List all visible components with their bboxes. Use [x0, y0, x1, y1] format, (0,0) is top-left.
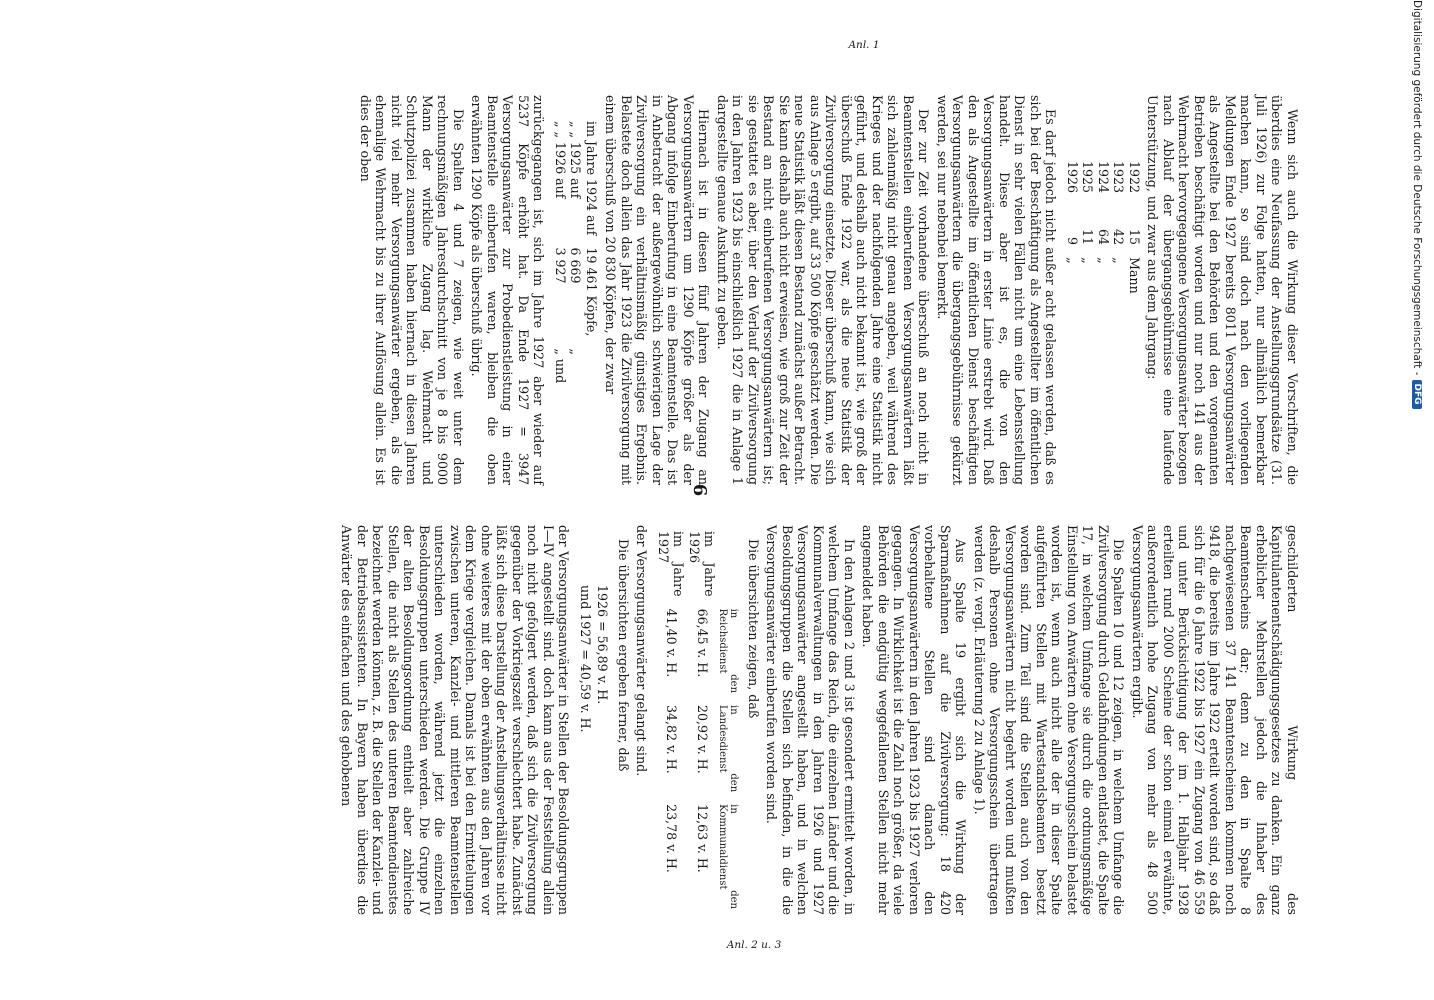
right-column: [336, 525, 1300, 915]
formula-block: [578, 585, 612, 915]
table-header: [718, 525, 740, 603]
paragraph: Die Spalten 10 und 12 zeigen, in welchem Umfange die Zivilversorgung durch Geldabfindungen entlastet, die Spalte 17, in welchem Umfange sie durch die ordnungsmäßige Einstellung von Anwärtern ohne Versorgungsschein belastet worden ist, wenn auch nicht alle der in dieser Spalte aufgeführten Stellen mit Wartestandsbeamten besetzt worden sind. Zum Teil sind die Stellen auch von den Versorgungsanwärtern nicht begehrt worden und mußten deshalb Personen ohne Versorgungsschein übertragen werden (z. vergl. Erläuterung 2 zu Anlage 1).: [972, 525, 1127, 915]
table-row: [656, 525, 687, 915]
year-row: [1127, 155, 1143, 300]
year-cell: 1922: [1127, 161, 1142, 194]
count-cell: 11: [1080, 229, 1096, 246]
table-header-row: [718, 525, 740, 915]
unit-cell: „: [1065, 257, 1080, 264]
unit-cell: „: [1096, 257, 1111, 264]
left-column: [355, 95, 1301, 485]
list-prefix: „ „ 1925 auf: [568, 121, 584, 199]
paragraph: In den Anlagen 2 und 3 ist gesondert ermittelt worden, in welchem Umfange das Reich, die einzelnen Länder und die Kommunalverwaltungen in den Jahren 1926 und 1927 Versorgungsanwärter angestellt haben, und in welchen Besoldungsgruppen die Stellen sich befinden, in die die Versorgungsanwärter einberufen worden sind.: [764, 525, 857, 915]
kommune-cell: 12,63 v. H.: [694, 804, 710, 873]
formula-line: und 1927 = 40,59 v. H.: [578, 585, 594, 733]
paragraph: Es darf jedoch nicht außer acht gelassen werden, daß es sich bei der Beschäftigung als Angestellter im öffentlichen Dienst in sehr vielen Fällen nicht um eine Lebensstellung handelt. Diese aber ist es, die von den Versorgungsanwärtern in erster Linie erstrebt wird. Daß den als Angestellte im öffentlichen Dienst beschäftigten Versorgungsanwärtern die übergangsgebührnisse gekürzt werden, sei nur nebenbei bemerkt.: [935, 95, 1059, 485]
list-prefix: „ „ 1926 auf: [553, 121, 568, 199]
table-header: in den Reichsdienst: [717, 608, 740, 694]
year-cell: 1926: [1065, 161, 1080, 194]
paragraph: zurückgegangen ist, sich im Jahre 1927 aber wieder auf 5237 Köpfe erhöht hat. Da Ende 1927 = 3947 Versorgungsanwärter zur Probedienstleistung in einer Beamtenstelle einberufen waren, bleiben die oben erwähnten 1290 Köpfe als überschuß übrig.: [469, 95, 547, 485]
paragraph: Die übersichten ergeben ferner, daß: [616, 539, 631, 772]
reich-cell: 41,40 v. H.: [663, 608, 679, 678]
paragraph: Aus Spalte 19 ergibt sich die Wirkung der Sparmaßnahmen auf die Zivilversorgung: 18 420 vorbehaltene Stellen sind danach den Versorgungsanwärtern in den Jahren 1923 bis 1927 verloren gegangen. In Wirklichkeit ist die Zahl noch größer, da viele Behörden die endgültig weggefallenen Stellen nicht mehr angemeldet haben.: [860, 525, 969, 915]
page-number: 6: [689, 483, 710, 497]
count-cell: 64: [1096, 229, 1111, 246]
reich-cell: 66,45 v. H.: [694, 608, 710, 678]
paragraph: der Versorgungsanwärter gelangt sind.: [634, 525, 650, 777]
credit-text: Digitalisierung gefördert durch die Deutsche Forschungsgemeinschaft -: [1411, 0, 1423, 376]
table-header: in den Landesdienst: [717, 705, 740, 793]
table-row: [687, 525, 718, 915]
decline-list: [553, 115, 600, 389]
list-item: [553, 115, 569, 389]
table-header: in den Kommunaldienst: [717, 804, 740, 909]
count-cell: 42: [1111, 229, 1127, 246]
list-suffix: [584, 342, 600, 389]
list-item: [568, 115, 584, 389]
count-cell: 9: [1065, 237, 1080, 246]
year-table: [1065, 155, 1143, 300]
land-cell: 34,82 v. H.: [663, 705, 679, 774]
paragraph: Wenn sich auch die Wirkung dieser Vorschriften, die überdies eine Neufassung der Anstellungsgrundsätze (31. Juli 1926) zur Folge hatten, nur allmählich bemerkbar machen kann, so sind doch nach den vorliegenden Meldungen Ende 1927 bereits 8011 Versorgungsanwärter als Angestellte bei den Behörden und den vorgenannten Betrieben beschäftigt worden und nur noch 141 aus der Wehrmacht hervorgegangene Versorgungsanwärter bezogen nach Ablauf der übergangsgebührnisse eine laufende Unterstützung, und zwar aus dem Jahrgang:: [1145, 95, 1300, 485]
row-label: im Jahre 1927: [656, 531, 687, 597]
year-cell: 1923: [1111, 161, 1127, 194]
credit-strip: [1400, 0, 1434, 1000]
margin-note-right: Anl. 2 u. 3: [726, 939, 782, 951]
list-item: [584, 115, 600, 389]
list-suffix: „ und: [553, 348, 568, 384]
formula-line: 1926 = 56,89 v. H.: [595, 585, 611, 705]
paragraph: der Versorgungsanwärter in Stellen der Besoldungsgruppen I—IV angestellt sind. doch kann aus der Feststellung allein noch nicht gefolgert werden, daß sich die Zivilversorgung gegenüber der Vorkriegszeit verschlechtert habe. Zunächst läßt sich diese Darstellung der Anstellungsverhältnisse nicht ohne weiteres mit der oben erwähnten aus den Jahren vor dem Kriege vergleichen. Damals ist bei den Ermittelungen zwischen unteren, Kanzlei- und mittleren Beamtenstellen unterschieden worden, während jetzt die einzelnen Besoldungsgruppen unterschieden werden. Die Gruppe IV der alten Besoldungsordnung enthielt aber zahlreiche Stellen, die nicht als Stellen des unteren Beamtendienstes bezeichnet werden können, z. B. die Stellen der Kanzlei- und der Betriebsassistenten. In Bayern haben überdies die Anwärter des einfachen und des gehobenen: [339, 525, 572, 915]
year-row: [1065, 155, 1081, 300]
year-cell: 1925: [1080, 161, 1096, 194]
unit-cell: „: [1080, 257, 1096, 264]
dfg-logo: DFG: [1412, 380, 1422, 409]
count-cell: 15: [1127, 229, 1142, 246]
paragraph: geschilderten Wirkung des Kapitulantenentschädigungsgesetzes zu danken. Ein ganz erheblicher Mehrstellen jedoch die Inhaber des Beamtenscheins dar; denn zu den in Spalte 8 nachgewiesenen 37 141 Beamtenscheinen kommen noch 9418, die bereits im Jahre 1922 erteilt worden sind, so daß sich für die 6 Jahre 1922 bis 1927 ein Zugang von 46 559 und unter Berücksichtigung der im 1. Halbjahr 1928 erteilten rund 2000 Scheine der schon einmal erwähnte, außerordentlich hohe Zugang von mehr als 48 500 Versorgungsanwärtern ergibt.: [1130, 525, 1300, 915]
year-row: [1111, 155, 1127, 300]
paragraph: Hiernach ist in diesen fünf Jahren der Zugang an Versorgungsanwärtern um 1290 Köpfe größer als der Abgang infolge Einberufung in eine Beamtenstelle. Das ist in Anbetracht der außergewöhnlich schwierigen Lage der Zivilversorgung ein verhältnismäßig günstiges Ergebnis. Belastete doch allein das Jahr 1923 die Zivilversorgung mit einem überschuß von 20 830 Köpfen, der zwar: [603, 95, 712, 485]
year-row: [1080, 155, 1096, 300]
year-cell: 1924: [1096, 161, 1111, 194]
list-value: 6 669: [568, 247, 584, 284]
list-value: 3 927: [553, 247, 568, 284]
credit-line: [1406, 0, 1428, 1000]
paragraph: Der zur Zeit vorhandene überschuß an noch nicht in Beamtenstellen einberufenen Versorgungsanwärtern läßt sich zahlenmäßig nicht genau angeben, weil während des Krieges und der nachfolgenden Jahre eine Statistik nicht geführt, und deshalb auch nicht bekannt ist, wie groß der überschuß Ende 1922 war, als die neue Statistik der Zivilversorgung einsetzte. Dieser überschuß kann, wie sich aus Anlage 5 ergibt, auf 33 500 Köpfe geschätzt werden. Die neue Statistik läßt diesen Bestand zunächst außer Betracht. Sie kann deshalb auch nicht erweisen, wie groß zur Zeit der Bestand an nicht einberufenen Versorgungsanwärtern ist; sie gestattet es aber, über den Verlauf der Zivilversorgung in den Jahren 1923 bis einschließlich 1927 die in Anlage 1 dargestellte genaue Auskunft zu geben.: [715, 95, 932, 485]
paragraph: Die Spalten 4 und 7 zeigen, wie weit unter dem rechnungsmäßigen Jahresdurchschnitt von je 8 bis 9000 Mann der wirkliche Zugang lag. Wehrmacht und Schutzpolizei zusammen haben hiernach in diesen Jahren nicht viel mehr Versorgungsanwärter ergeben, als die ehemalige Wehrmacht bis zu ihrer Auflösung allein. Es ist dies der oben: [358, 95, 466, 485]
unit-cell: „: [1111, 257, 1127, 264]
list-prefix: im Jahre 1924 auf: [584, 121, 599, 236]
row-label: im Jahre 1926: [687, 531, 718, 597]
year-row: [1096, 155, 1112, 300]
margin-note-left: Anl. 1: [848, 39, 880, 51]
paragraph: Die übersichten zeigen, daß: [746, 539, 761, 719]
kommune-cell: 23,78 v. H.: [663, 804, 679, 873]
list-suffix: „: [568, 348, 584, 355]
land-cell: 20,92 v. H.: [694, 705, 710, 774]
service-share-table: [656, 525, 740, 915]
unit-cell: Mann: [1127, 257, 1142, 294]
list-value: 19 461 Köpfe,: [584, 247, 599, 337]
